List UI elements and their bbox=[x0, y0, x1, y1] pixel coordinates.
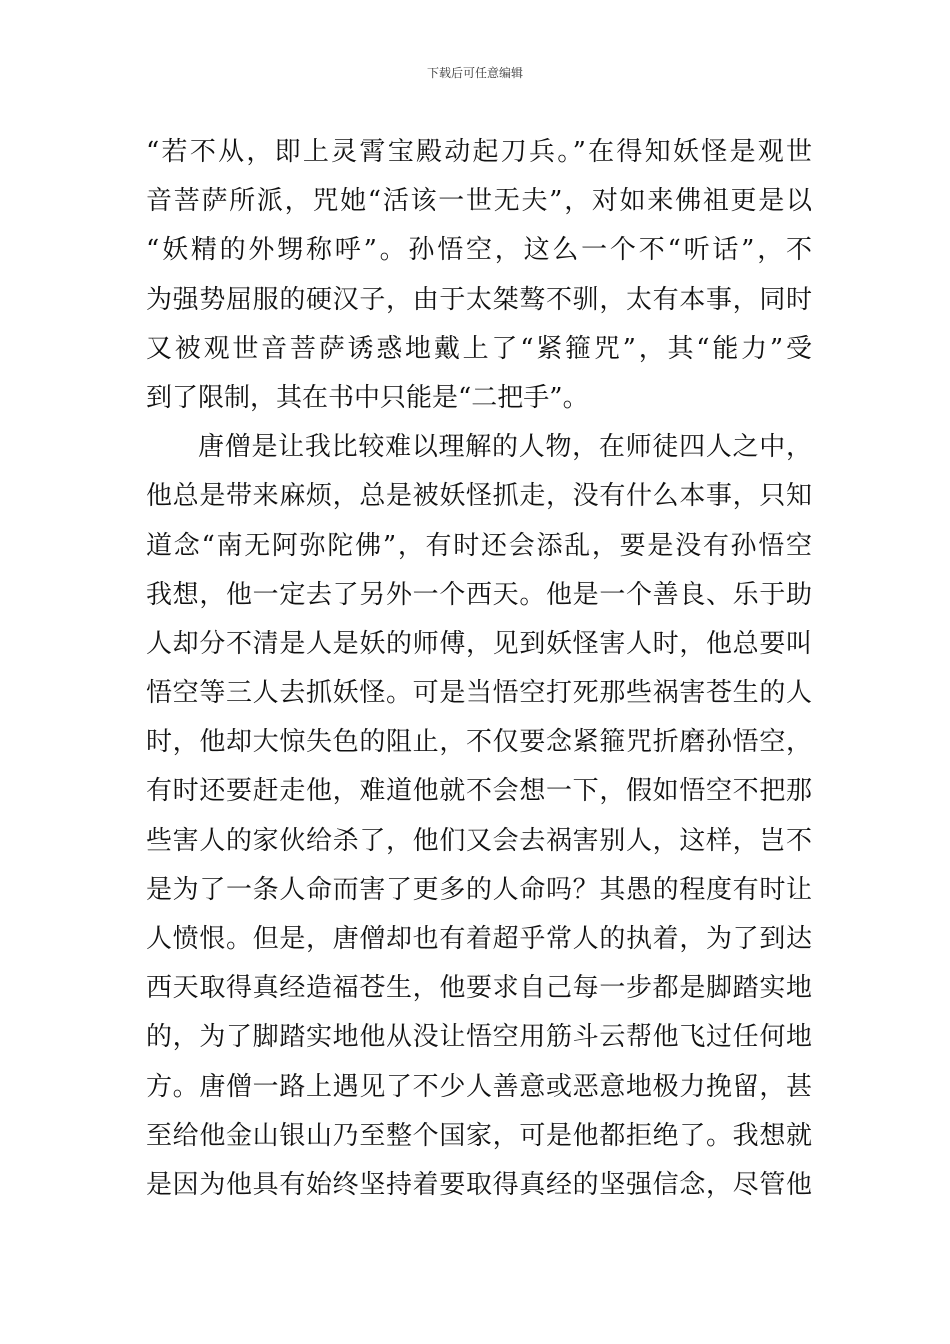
text-line: 至给他金山银山乃至整个国家，可是他都拒绝了。我想就 bbox=[146, 1120, 812, 1151]
text-line: 又被观世音菩萨诱惑地戴上了“紧箍咒”，其“能力”受 bbox=[146, 333, 812, 364]
text-line: 有时还要赶走他，难道他就不会想一下，假如悟空不把那 bbox=[146, 776, 812, 807]
text-line: 的，为了脚踏实地他从没让悟空用筋斗云帮他飞过任何地 bbox=[146, 1022, 812, 1053]
text-line: 到了限制，其在书中只能是“二把手”。 bbox=[146, 382, 589, 413]
text-line: 音菩萨所派，咒她“活该一世无夫”，对如来佛祖更是以 bbox=[146, 186, 812, 217]
text-line: 我想，他一定去了另外一个西天。他是一个善良、乐于助 bbox=[146, 579, 812, 610]
text-line: 道念“南无阿弥陀佛”，有时还会添乱，要是没有孙悟空 bbox=[146, 530, 812, 561]
text-line: 人却分不清是人是妖的师傅，见到妖怪害人时，他总要叫 bbox=[146, 628, 812, 659]
text-line: 些害人的家伙给杀了，他们又会去祸害别人，这样，岂不 bbox=[146, 825, 812, 856]
text-line: 是为了一条人命而害了更多的人命吗？其愚的程度有时让 bbox=[146, 874, 812, 905]
page-header: 下载后可任意编辑 bbox=[426, 66, 523, 80]
text-line: “妖精的外甥称呼”。孙悟空，这么一个不“听话”，不 bbox=[146, 235, 812, 266]
text-line: 他总是带来麻烦，总是被妖怪抓走，没有什么本事，只知 bbox=[146, 481, 812, 512]
document-body bbox=[146, 128, 812, 1210]
text-line: 悟空等三人去抓妖怪。可是当悟空打死那些祸害苍生的人 bbox=[146, 678, 812, 709]
text-line: 方。唐僧一路上遇见了不少人善意或恶意地极力挽留，甚 bbox=[146, 1071, 812, 1102]
text-line: 唐僧是让我比较难以理解的人物，在师徒四人之中， bbox=[198, 432, 812, 463]
text-line: 时，他却大惊失色的阻止，不仅要念紧箍咒折磨孙悟空， bbox=[146, 727, 812, 758]
text-line: 西天取得真经造福苍生，他要求自己每一步都是脚踏实地 bbox=[146, 973, 812, 1004]
text-line: “若不从，即上灵霄宝殿动起刀兵。”在得知妖怪是观世 bbox=[146, 137, 812, 167]
paragraph-2 bbox=[146, 423, 812, 1210]
text-line: 是因为他具有始终坚持着要取得真经的坚强信念，尽管他 bbox=[146, 1169, 812, 1200]
text-line: 人愤恨。但是，唐僧却也有着超乎常人的执着，为了到达 bbox=[146, 924, 812, 954]
text-line: 为强势屈服的硬汉子，由于太桀骜不驯，太有本事，同时 bbox=[146, 284, 812, 315]
paragraph-1 bbox=[146, 128, 812, 423]
